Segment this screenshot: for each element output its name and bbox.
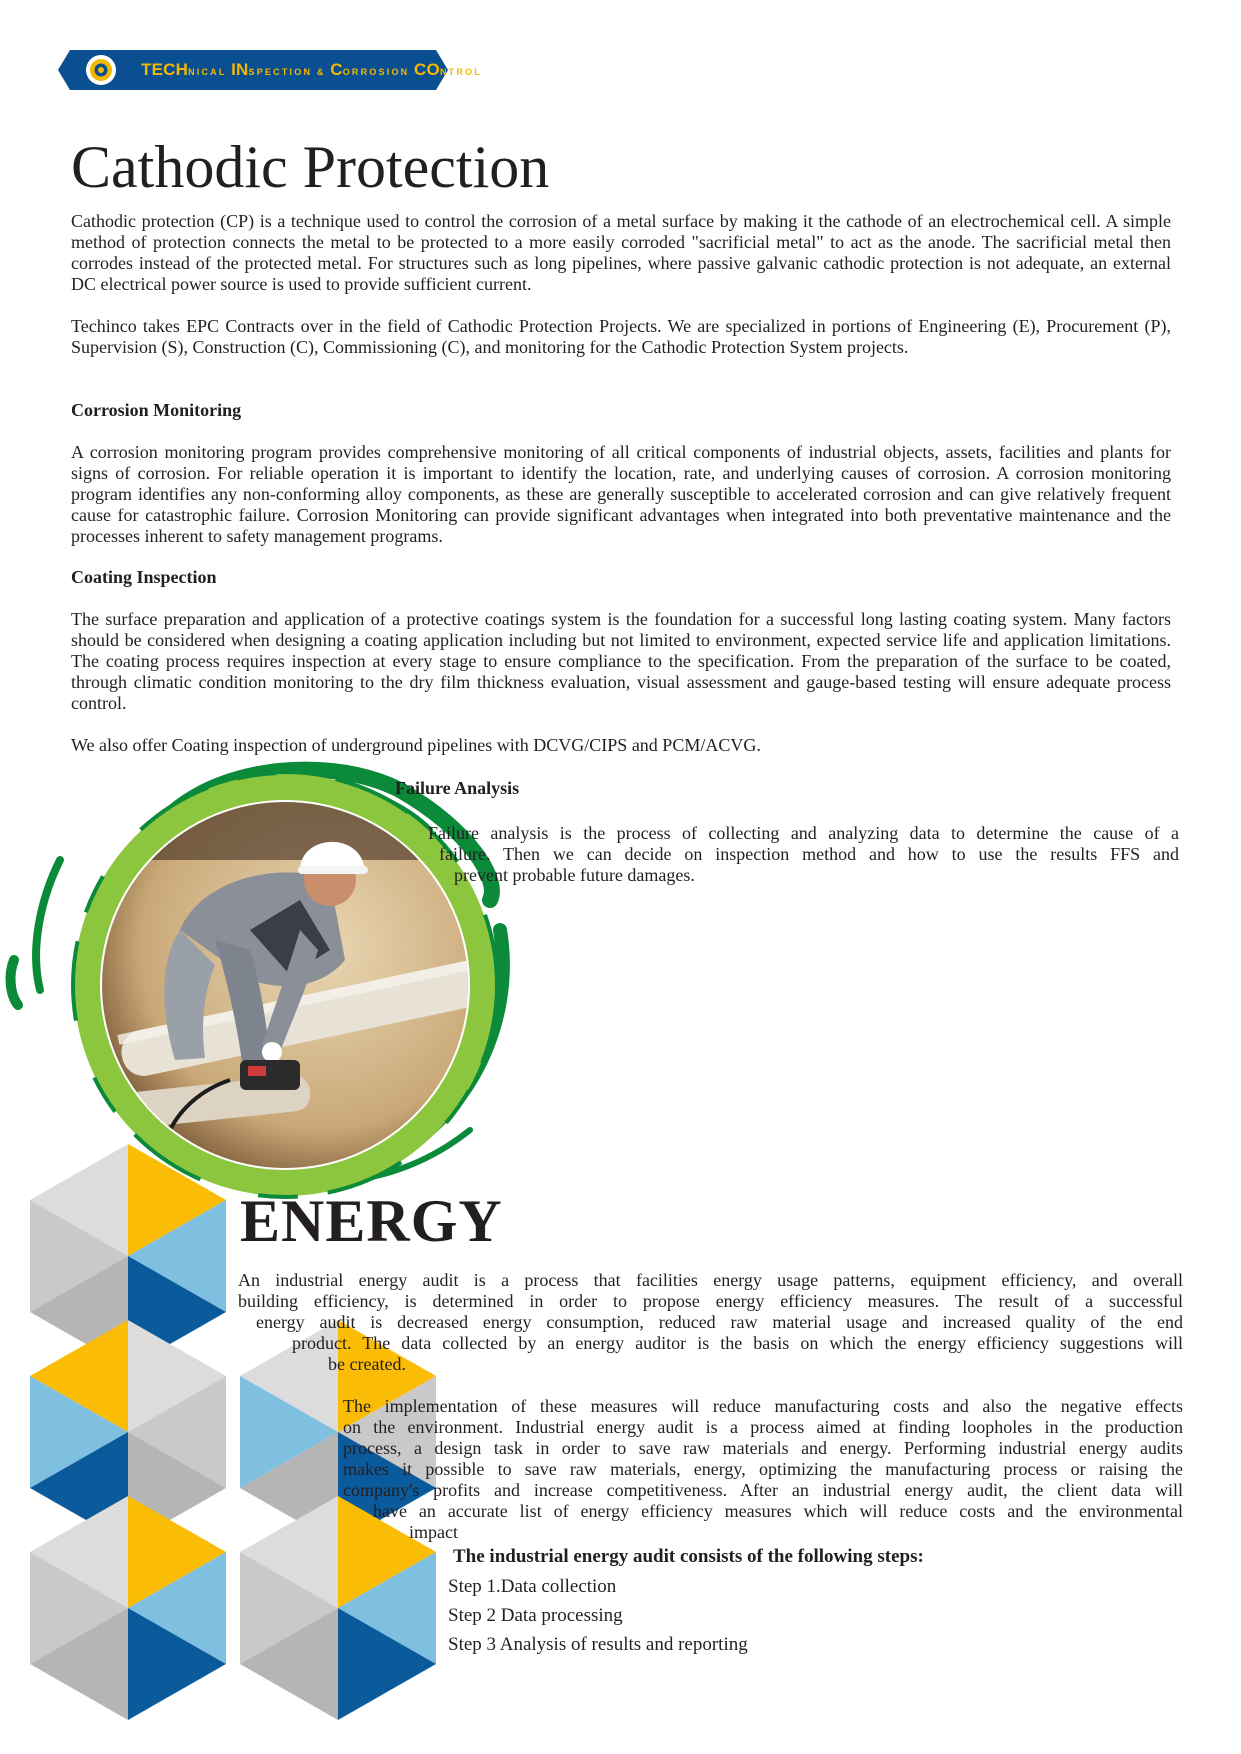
energy-p1-line-2: building efficiency, is determined in order to propose energy efficiency measures. The result of a successful <box>238 1291 1183 1311</box>
cathodic-intro: Cathodic protection (CP) is a technique used to control the corrosion of a metal surface by making it the cathode of an electrochemical cell. A simple method of protection connects the metal to be protected to a more easily corroded "sacrificial metal" to act as the anode. The sacrificial metal then corrodes instead of the protected metal. For structures such as long pipelines, where passive galvanic cathodic protection is not adequate, an external DC electrical power source is used to provide sufficient current. <box>71 211 1171 294</box>
steps-list <box>448 1572 748 1659</box>
steps-heading: The industrial energy audit consists of the following steps: <box>453 1546 924 1567</box>
energy-p1-line-1: An industrial energy audit is a process that facilities energy usage patterns, equipment efficiency, and overall <box>238 1270 1183 1290</box>
energy-p2-line-4: makes it possible to save raw materials, energy, optimizing the manufacturing process or raising the <box>343 1459 1183 1479</box>
failure-line-3: prevent probable future damages. <box>454 865 695 885</box>
step-item: Step 3 Analysis of results and reporting <box>448 1634 748 1655</box>
coating-heading: Coating Inspection <box>71 567 217 587</box>
banner-letter: C <box>330 60 343 79</box>
energy-p2-line-5: company's profits and increase competitiveness. After an industrial energy audit, the client data will <box>343 1480 1183 1500</box>
banner-small-caps: NTROL <box>439 67 482 77</box>
energy-p1-line-4: product. The data collected by an energy auditor is the basis on which the energy efficiency suggestions will <box>292 1333 1183 1353</box>
banner-letter: TECH <box>141 60 189 79</box>
banner-small-caps: ORROSION <box>342 67 415 77</box>
epc-paragraph: Techinco takes EPC Contracts over in the field of Cathodic Protection Projects. We are specialized in portions of Engineering (E), Procurement (P), Supervision (S), Construction (C), Commissioning (C), and monitoring for the Cathodic Protection System projects. <box>71 316 1171 357</box>
banner-small-caps: NICAL <box>188 67 232 77</box>
banner-letter: O <box>426 60 440 79</box>
corrosion-heading: Corrosion Monitoring <box>71 400 242 420</box>
energy-p2-line-2: on the environment. Industrial energy audit is a process aimed at finding loopholes in the production <box>343 1417 1183 1437</box>
failure-line-1: Failure analysis is the process of collecting and analyzing data to determine the cause of a <box>428 823 1179 843</box>
failure-line-2: failure. Then we can decide on inspection method and how to use the results FFS and <box>439 844 1179 864</box>
page-title: Cathodic Protection <box>71 134 550 200</box>
banner-letter: IN <box>231 60 249 79</box>
banner-small-caps: SPECTION & <box>248 67 331 77</box>
energy-p2-line-3: process, a design task in order to save raw materials and energy. Performing industrial energy audits <box>343 1438 1183 1458</box>
energy-p2-line-6: have an accurate list of energy efficiency measures which will reduce costs and the environmental <box>373 1501 1183 1521</box>
energy-title: ENERGY <box>240 1188 503 1254</box>
step-item: Step 1.Data collection <box>448 1576 617 1597</box>
banner-letter: C <box>414 60 427 79</box>
energy-p2-line-7: impact <box>409 1522 458 1542</box>
coating-extra: We also offer Coating inspection of underground pipelines with DCVG/CIPS and PCM/ACVG. <box>71 735 761 755</box>
coating-paragraph: The surface preparation and application of a protective coatings system is the foundation for a successful long lasting coating system. Many factors should be considered when designing a coating application including but not limited to environment, expected service life and application limitations. The coating process requires inspection at every stage to ensure compliance to the specification. From the preparation of the surface to be coated, through climatic condition monitoring to the dry film thickness evaluation, visual assessment and gauge-based testing will ensure adequate process control. <box>71 609 1171 713</box>
failure-heading: Failure Analysis <box>395 778 520 798</box>
energy-p1-line-3: energy audit is decreased energy consumption, reduced raw material usage and increased quality of the end <box>256 1312 1183 1332</box>
energy-p1-line-5: be created. <box>328 1354 406 1374</box>
corrosion-paragraph: A corrosion monitoring program provides comprehensive monitoring of all critical components of industrial objects, assets, facilities and plants for signs of corrosion. For reliable operation it is important to identify the location, rate, and underlying causes of corrosion. A corrosion monitoring program identifies any non-conforming alloy components, as these are generally susceptible to accelerated corrosion and can give relatively frequent cause for catastrophic failure. Corrosion Monitoring can provide significant advantages when integrated into both preventative maintenance and the processes inherent to safety management programs. <box>71 442 1171 546</box>
step-item: Step 2 Data processing <box>448 1605 623 1626</box>
energy-p2-line-1: The implementation of these measures will reduce manufacturing costs and also the negative effects <box>343 1396 1183 1416</box>
